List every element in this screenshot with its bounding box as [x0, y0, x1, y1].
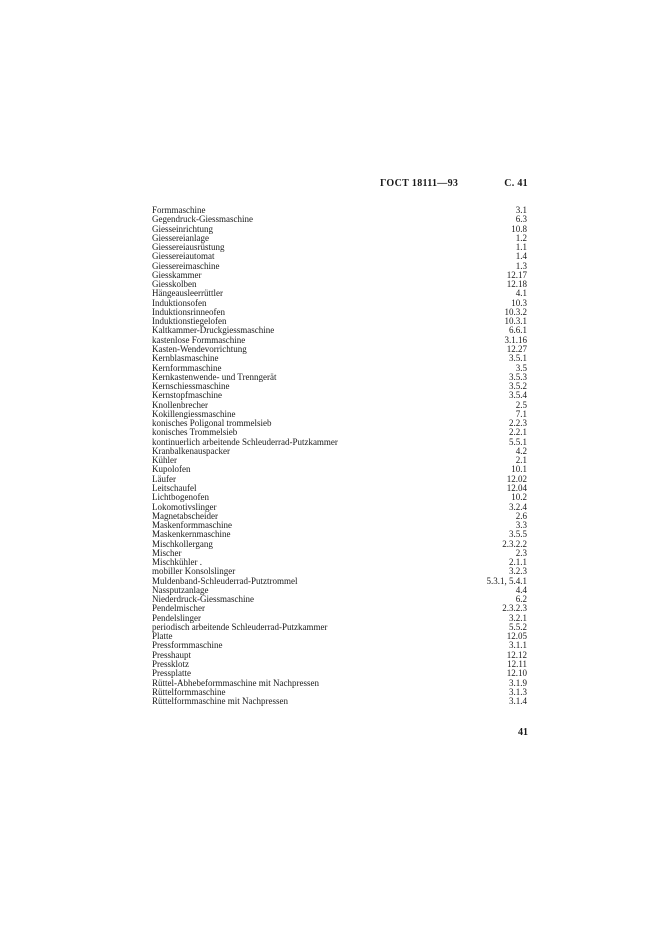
index-reference: 10.2 — [511, 492, 527, 503]
index-reference: 6.3 — [515, 214, 527, 225]
index-reference: 10.3.2 — [504, 306, 527, 317]
index-reference: 3.1.3 — [509, 686, 527, 697]
index-reference: 10.1 — [511, 464, 527, 475]
index-term: mobiller Konsolslinger — [152, 566, 236, 577]
index-reference: 1.3 — [515, 260, 527, 271]
index-reference: 3.1.16 — [504, 334, 527, 345]
index-reference: 2.3.2.3 — [502, 603, 527, 614]
index-reference: 2.1 — [515, 455, 527, 466]
index-entry — [152, 549, 527, 558]
index-reference: 3.1 — [515, 205, 527, 215]
index-reference: 7.1 — [515, 408, 527, 419]
page-number: 41 — [518, 727, 528, 738]
index-reference: 3.1.4 — [509, 696, 527, 707]
index-reference: 1.1 — [515, 242, 527, 253]
index-term: konisches Trommelsieb — [152, 427, 238, 438]
index-reference: 4.4 — [515, 584, 527, 595]
index-reference: 2.1.1 — [509, 557, 527, 568]
index-term: Maskenkernmaschine — [152, 529, 231, 540]
index-reference: 3.5.3 — [509, 371, 527, 382]
index-reference: 12.02 — [506, 473, 527, 484]
index-entry — [152, 262, 527, 271]
index-reference: 2.3.2.2 — [502, 538, 527, 549]
index-term: Nassputzanlage — [152, 584, 209, 595]
index-term: Presshaupt — [152, 649, 191, 660]
index-term: Pressplatte — [152, 668, 191, 679]
index-term: Mischer — [152, 547, 182, 558]
index-term: Läufer — [152, 473, 176, 484]
index-term: Kernformmaschine — [152, 362, 222, 373]
index-reference: 1.2 — [515, 232, 527, 243]
index-term: Kernblasmaschine — [152, 353, 219, 364]
index-entry — [152, 623, 527, 632]
index-term: Giessereimaschine — [152, 260, 220, 271]
index-reference: 12.10 — [506, 668, 527, 679]
index-term: Kernstopfmaschine — [152, 390, 222, 401]
index-term: Giessereianlage — [152, 232, 209, 243]
index-reference: 10.3.1 — [504, 316, 527, 327]
index-term: Platte — [152, 631, 173, 642]
index-reference: 2.6 — [515, 510, 527, 521]
index-term: Induktionstiegelofen — [152, 316, 227, 327]
index-entry — [152, 577, 527, 586]
index-term: Kasten-Wendevorrichtung — [152, 343, 247, 354]
index-term: Pendelmischer — [152, 603, 205, 614]
index-reference: 12.27 — [506, 343, 527, 354]
index-reference: 3.2.1 — [509, 612, 527, 623]
index-term: Rüttelformmaschine — [152, 686, 226, 697]
index-term: Lichtbogenofen — [152, 492, 209, 503]
index-reference: 2.3 — [515, 547, 527, 558]
index-term: Muldenband-Schleuderrad-Putztrommel — [152, 575, 298, 586]
index-reference: 6.2 — [515, 594, 527, 605]
index-entry — [152, 391, 527, 400]
index-reference: 12.18 — [506, 279, 527, 290]
index-reference: 3.1.9 — [509, 677, 527, 688]
index-term: Kernkastenwende- und Trenngerät — [152, 371, 277, 382]
index-entry — [152, 604, 527, 613]
index-reference: 5.3.1, 5.4.1 — [486, 575, 527, 586]
index-reference: 3.1.1 — [509, 640, 527, 651]
index-entry — [152, 595, 527, 604]
index-reference: 3.5.4 — [509, 390, 527, 401]
index-entry — [152, 456, 527, 465]
index-reference: 3.5.2 — [509, 381, 527, 392]
index-reference: 3.5 — [515, 362, 527, 373]
index-term: Giessereiautomat — [152, 251, 215, 262]
index-term: Maskenformmaschine — [152, 520, 232, 531]
index-entry — [152, 660, 527, 669]
index-reference: 2.5 — [515, 399, 527, 410]
index-reference: 12.11 — [507, 659, 527, 670]
standard-designation: ГОСТ 18111—93 — [380, 178, 459, 189]
index-reference: 4.1 — [515, 288, 527, 299]
index-term: Hängeausleerrüttler — [152, 288, 223, 299]
index-entry — [152, 447, 527, 456]
index-reference: 3.2.4 — [509, 501, 527, 512]
index-term: Gegendruck-Giessmaschine — [152, 214, 253, 225]
index-reference: 3.5.5 — [509, 529, 527, 540]
index-term: Giessereiausrüstung — [152, 242, 225, 253]
index-term: Mischkollergang — [152, 538, 213, 549]
index-reference: 12.04 — [506, 482, 527, 493]
index-term: Mischkühler . — [152, 557, 202, 568]
index-reference: 3.5.1 — [509, 353, 527, 364]
running-header — [380, 178, 528, 192]
index-reference: 12.05 — [506, 631, 527, 642]
index-term: Magnetabscheider — [152, 510, 218, 521]
index-term: Kokillengiessmaschine — [152, 408, 236, 419]
index-reference: 10.3 — [511, 297, 527, 308]
index-entry — [152, 697, 527, 706]
index-entry — [152, 475, 527, 484]
index-term: kastenlose Formmaschine — [152, 334, 246, 345]
index-entry — [152, 540, 527, 549]
index-term: Kernschiessmaschine — [152, 381, 230, 392]
index-reference: 3.3 — [515, 520, 527, 531]
index-reference: 5.5.1 — [509, 436, 527, 447]
header-page-number: С. 41 — [504, 178, 528, 189]
index-term: Kühler — [152, 455, 177, 466]
index-term: konisches Poligonal trommelsieb — [152, 418, 272, 429]
index-reference: 12.17 — [506, 269, 527, 280]
index-reference: 5.5.2 — [509, 621, 527, 632]
index-term: Rüttelformmaschine mit Nachpressen — [152, 696, 288, 707]
alphabetical-index — [152, 206, 527, 706]
index-reference: 6.6.1 — [509, 325, 527, 336]
index-entry — [152, 465, 527, 474]
index-term: Giesseinrichtung — [152, 223, 213, 234]
index-entry — [152, 651, 527, 660]
index-term: kontinuerlich arbeitende Schleuderrad-Putzkammer — [152, 436, 338, 447]
index-term: Rüttel-Abhebeformmaschine mit Nachpressen — [152, 677, 319, 688]
index-term: Kranbalkenauspacker — [152, 445, 230, 456]
index-term: Pressklotz — [152, 659, 189, 670]
index-term: Kaltkammer-Druckgiessmaschine — [152, 325, 275, 336]
index-reference: 12.12 — [506, 649, 527, 660]
index-term: Formmaschine — [152, 205, 206, 215]
index-term: Pressformmaschine — [152, 640, 223, 651]
index-reference: 3.2.3 — [509, 566, 527, 577]
index-term: Niederdruck-Giessmaschine — [152, 594, 254, 605]
index-entry — [152, 641, 527, 650]
index-term: Lokomotivslinger — [152, 501, 217, 512]
index-term: Induktionsofen — [152, 297, 207, 308]
index-term: Knollenbrecher — [152, 399, 208, 410]
index-term: Pendelslinger — [152, 612, 201, 623]
index-term: periodisch arbeitende Schleuderrad-Putzkammer — [152, 621, 328, 632]
index-entry — [152, 271, 527, 280]
index-reference: 2.2.1 — [509, 427, 527, 438]
index-reference: 4.2 — [515, 445, 527, 456]
index-reference: 2.2.3 — [509, 418, 527, 429]
index-reference: 1.4 — [515, 251, 527, 262]
index-term: Giesskammer — [152, 269, 202, 280]
index-term: Induktionsrinneofen — [152, 306, 225, 317]
index-reference: 10.8 — [511, 223, 527, 234]
index-term: Leitschaufel — [152, 482, 197, 493]
index-term: Kupolofen — [152, 464, 191, 475]
index-term: Giesskolben — [152, 279, 197, 290]
index-entry — [152, 289, 527, 298]
